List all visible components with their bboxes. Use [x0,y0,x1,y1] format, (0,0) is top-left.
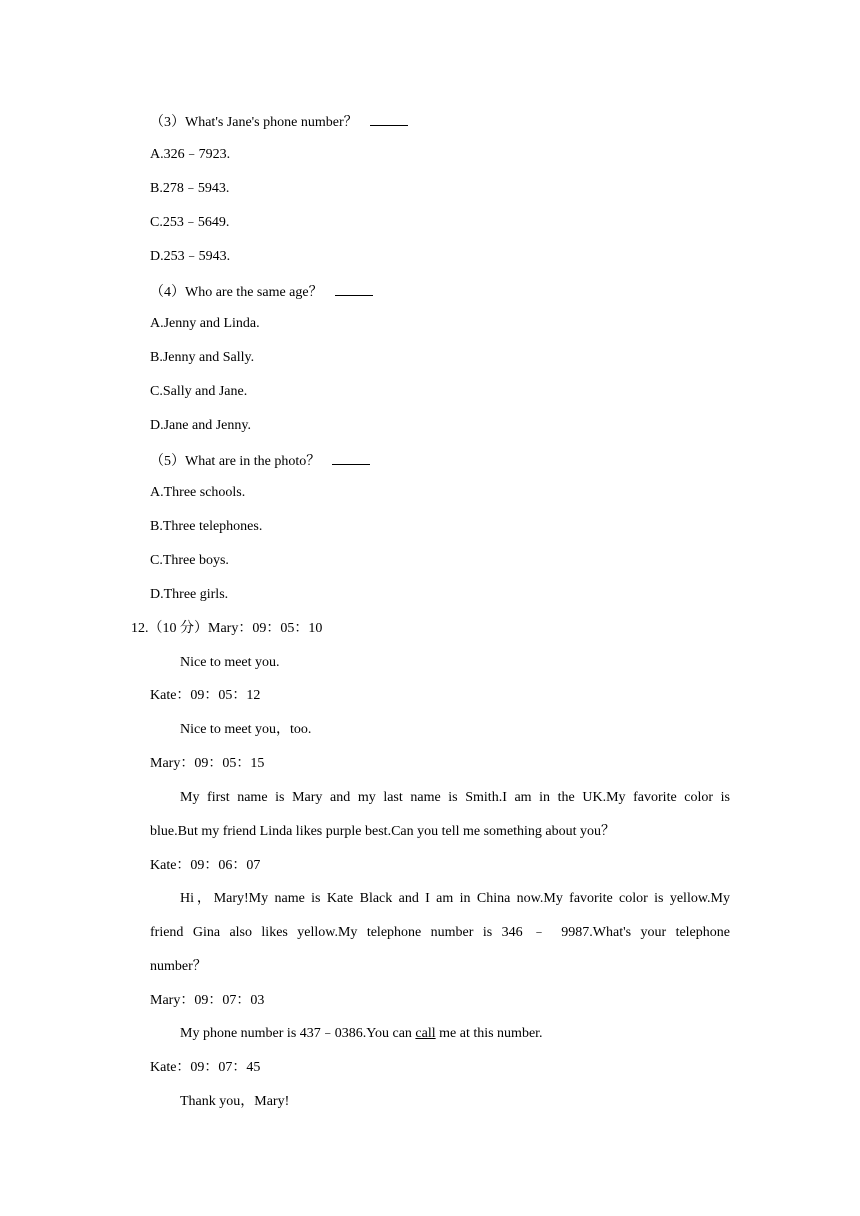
q5-option-d: D.Three girls. [150,587,229,602]
chat-message-text: My phone number is 437﹣0386.You can [180,1026,416,1041]
q3-option-d: D.253﹣5943. [150,249,231,264]
question-4-text: （4）Who are the same age？ [150,285,323,300]
question-3 [150,112,408,132]
chat-message: Nice to meet you，too. [180,722,312,737]
answer-blank-5[interactable] [332,451,370,465]
chat-message-paragraph-line: blue.But my friend Linda likes purple best.Can you tell me something about you？ [150,824,616,839]
q4-option-d: D.Jane and Jenny. [150,418,251,433]
chat-speaker-timestamp: Mary：09：05：15 [150,756,265,771]
underlined-word: call [415,1026,436,1041]
question-3-text: （3）What's Jane's phone number？ [150,115,358,130]
chat-speaker-timestamp: Kate：09：07：45 [150,1060,261,1075]
q4-option-b: B.Jenny and Sally. [150,350,255,365]
q5-option-c: C.Three boys. [150,553,229,568]
q3-option-b: B.278﹣5943. [150,181,230,196]
answer-blank-3[interactable] [370,112,408,126]
q5-option-b: B.Three telephones. [150,519,263,534]
question-4 [150,282,373,302]
answer-blank-4[interactable] [335,282,373,296]
q3-option-a: A.326﹣7923. [150,147,231,162]
chat-message-paragraph-line: number？ [150,959,207,974]
chat-message: Thank you，Mary! [180,1094,290,1109]
question-12-header: 12.（10 分）Mary：09：05：10 [131,621,323,636]
chat-message: Nice to meet you. [180,655,280,670]
question-5 [150,451,370,471]
chat-message-paragraph-line: friend Gina also likes yellow.My telephone number is 346 ﹣ 9987.What's your telephone [150,925,730,940]
chat-message-paragraph-line: My first name is Mary and my last name is Smith.I am in the UK.My favorite color is [180,790,730,805]
chat-speaker-timestamp: Kate：09：05：12 [150,688,261,703]
chat-message [180,1025,543,1043]
q5-option-a: A.Three schools. [150,485,246,500]
chat-message-text: me at this number. [435,1026,543,1041]
chat-speaker-timestamp: Mary：09：07：03 [150,993,265,1008]
chat-message-paragraph-line: Hi，Mary!My name is Kate Black and I am in China now.My favorite color is yellow.My [180,891,730,906]
q4-option-a: A.Jenny and Linda. [150,316,260,331]
q4-option-c: C.Sally and Jane. [150,384,248,399]
chat-speaker-timestamp: Kate：09：06：07 [150,858,261,873]
q3-option-c: C.253﹣5649. [150,215,230,230]
question-5-text: （5）What are in the photo？ [150,454,321,469]
